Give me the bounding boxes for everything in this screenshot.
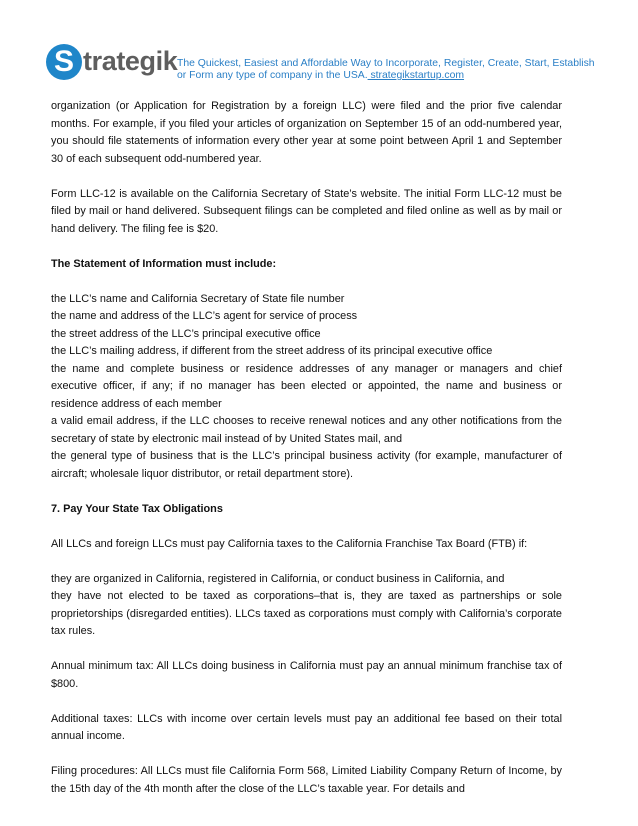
list-item: the name and complete business or residence addresses of any manager or managers and chief executive officer, if any; if no manager has been elected or appointed, the name and business or residence address of each member (51, 362, 562, 410)
list-statement-items (51, 291, 562, 484)
logo-wordmark: trategik (83, 46, 178, 76)
website-link[interactable]: strategikstartup.com (367, 70, 465, 81)
paragraph-ftb-intro: All LLCs and foreign LLCs must pay California taxes to the California Franchise Tax Board (FTB) if: (51, 537, 528, 550)
list-item: they are organized in California, registered in California, or conduct business in California, and (51, 572, 505, 585)
logo-letter: S (53, 45, 74, 78)
paragraph-form-llc12: Form LLC-12 is available on the California Secretary of State’s website. The initial Form LLC-12 must be filed by mail or hand delivered. Subsequent filings can be completed and filed online as well as by mail or hand delivery. The filing fee is $20. (51, 187, 562, 235)
list-item: the general type of business that is the LLC’s principal business activity (for example, manufacturer of aircraft; wholesale liquor distributor, or retail department store). (51, 450, 562, 480)
list-item: the LLC’s mailing address, if different from the street address of its principal executive office (51, 345, 493, 357)
paragraph-filing-period: organization (or Application for Registration by a foreign LLC) were filed and the prior five calendar months. For example, if you filed your articles of organization on September 15 of an odd-numbered year, you should file statements of information every other year at some point between April 1 and September 30 of each subsequent odd-numbered year. (51, 100, 562, 165)
heading-pay-tax: 7. Pay Your State Tax Obligations (51, 502, 223, 515)
header-tagline (177, 58, 597, 82)
page-header (0, 0, 638, 100)
paragraph-additional-taxes: Additional taxes: LLCs with income over certain levels must pay an additional fee based on their total annual income. (51, 712, 562, 742)
list-item: a valid email address, if the LLC chooses to receive renewal notices and any other notifications from the secretary of state by electronic mail instead of by United States mail, and (51, 415, 562, 445)
list-item: the street address of the LLC’s principal executive office (51, 327, 321, 340)
tagline-text: The Quickest, Easiest and Affordable Way to Incorporate, Register, Create, Start, Establish or Form any type of company in the USA. (177, 58, 595, 81)
document-body (51, 98, 562, 798)
list-item: the LLC’s name and California Secretary of State file number (51, 292, 345, 305)
list-item: the name and address of the LLC’s agent for service of process (51, 310, 358, 322)
list-item: they have not elected to be taxed as corporations–that is, they are taxed as partnerships or sole proprietorships (disregarded entities). LLCs taxed as corporations must comply with California’s corporate tax rules. (51, 590, 562, 637)
paragraph-filing-procedures: Filing procedures: All LLCs must file California Form 568, Limited Liability Company Return of Income, by the 15th day of the 4th month after the close of the LLC’s taxable year. For details and (51, 765, 562, 795)
heading-statement-info: The Statement of Information must include: (51, 257, 277, 270)
paragraph-minimum-tax: Annual minimum tax: All LLCs doing business in California must pay an annual minimum franchise tax of $800. (51, 660, 562, 690)
list-tax-conditions (51, 571, 562, 641)
